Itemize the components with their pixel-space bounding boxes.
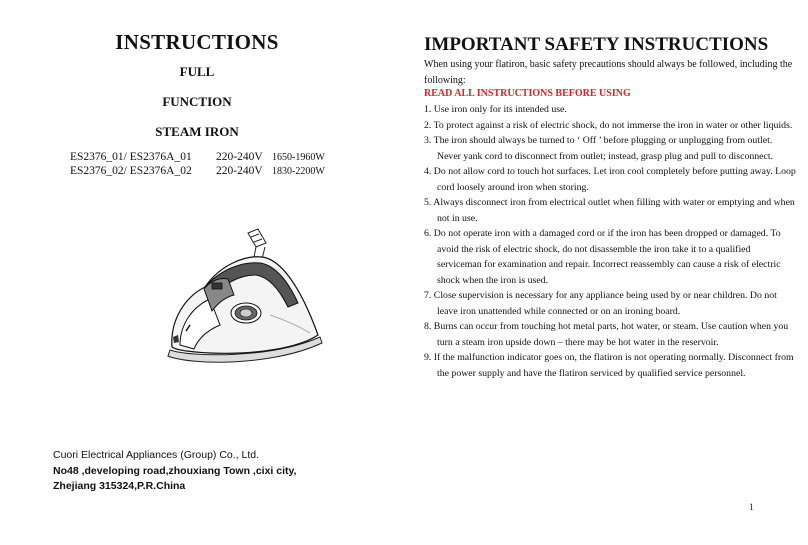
left-page [0, 0, 400, 545]
list-item: 7. Close supervision is necessary for any appliance being used by or near children. Do not leave iron unattended while connected or on an ironing board. [424, 290, 777, 317]
company-name: Cuori Electrical Appliances (Group) Co., Ltd. [53, 449, 260, 461]
model-row-1 [70, 151, 325, 163]
model-voltage: 220-240V [216, 165, 263, 177]
model-number: ES2376_01/ ES2376A_01 [70, 151, 192, 163]
instructions-title: INSTRUCTIONS [115, 30, 279, 54]
temperature-dial [231, 303, 261, 323]
right-page [424, 0, 796, 545]
safety-list [424, 102, 796, 381]
cord-swivel [248, 229, 266, 259]
list-item: 1. Use iron only for its intended use. [424, 104, 567, 115]
model-voltage: 220-240V [216, 151, 263, 163]
safety-title: IMPORTANT SAFETY INSTRUCTIONS [424, 34, 769, 55]
subtitle-steam-iron: STEAM IRON [155, 124, 239, 139]
page-number: 1 [749, 502, 754, 512]
list-item: 6. Do not operate iron with a damaged cord or if the iron has been dropped or damaged. To avoid the risk of electric shock, do not disassemble the iron take it to a qualified serviceman for examination and repair. Incorrect reassembly can cause a risk of electric shock when the iron is used. [424, 228, 781, 286]
steam-iron-illustration [150, 225, 335, 375]
model-number: ES2376_02/ ES2376A_02 [70, 165, 192, 177]
list-item: 4. Do not allow cord to touch hot surfaces. Let iron cool completely before putting away. Loop cord loosely around iron when storing. [424, 166, 796, 193]
company-address-line1: No48 ,developing road,zhouxiang Town ,cixi city, [53, 465, 297, 477]
safety-intro: When using your flatiron, basic safety precautions should always be followed, including the following: [424, 59, 793, 86]
subtitle-function: FUNCTION [162, 94, 232, 109]
list-item: 9. If the malfunction indicator goes on, the flatiron is not operating normally. Disconnect from the power supply and have the flatiron serviced by qualified service personnel. [424, 352, 794, 379]
model-wattage: 1830-2200W [272, 166, 325, 177]
company-address-line2: Zhejiang 315324,P.R.China [53, 480, 186, 492]
list-item: 3. The iron should always be turned to ‘ Off ’ before plugging or unplugging from outlet. Never yank cord to disconnect from outlet; instead, grasp plug and pull to disconnect. [424, 135, 774, 162]
list-item: 5. Always disconnect iron from electrical outlet when filling with water or emptying and when not in use. [424, 197, 795, 224]
list-item: 8. Burns can occur from touching hot metal parts, hot water, or steam. Use caution when you turn a steam iron upside down – there may be hot water in the reservoir. [424, 321, 789, 348]
model-row-2 [70, 165, 325, 177]
list-item: 2. To protect against a risk of electric shock, do not immerse the iron in water or other liquids. [424, 119, 793, 131]
subtitle-full: FULL [179, 64, 215, 79]
model-wattage: 1650-1960W [272, 152, 325, 163]
read-all-warning: READ ALL INSTRUCTIONS BEFORE USING [424, 88, 631, 99]
